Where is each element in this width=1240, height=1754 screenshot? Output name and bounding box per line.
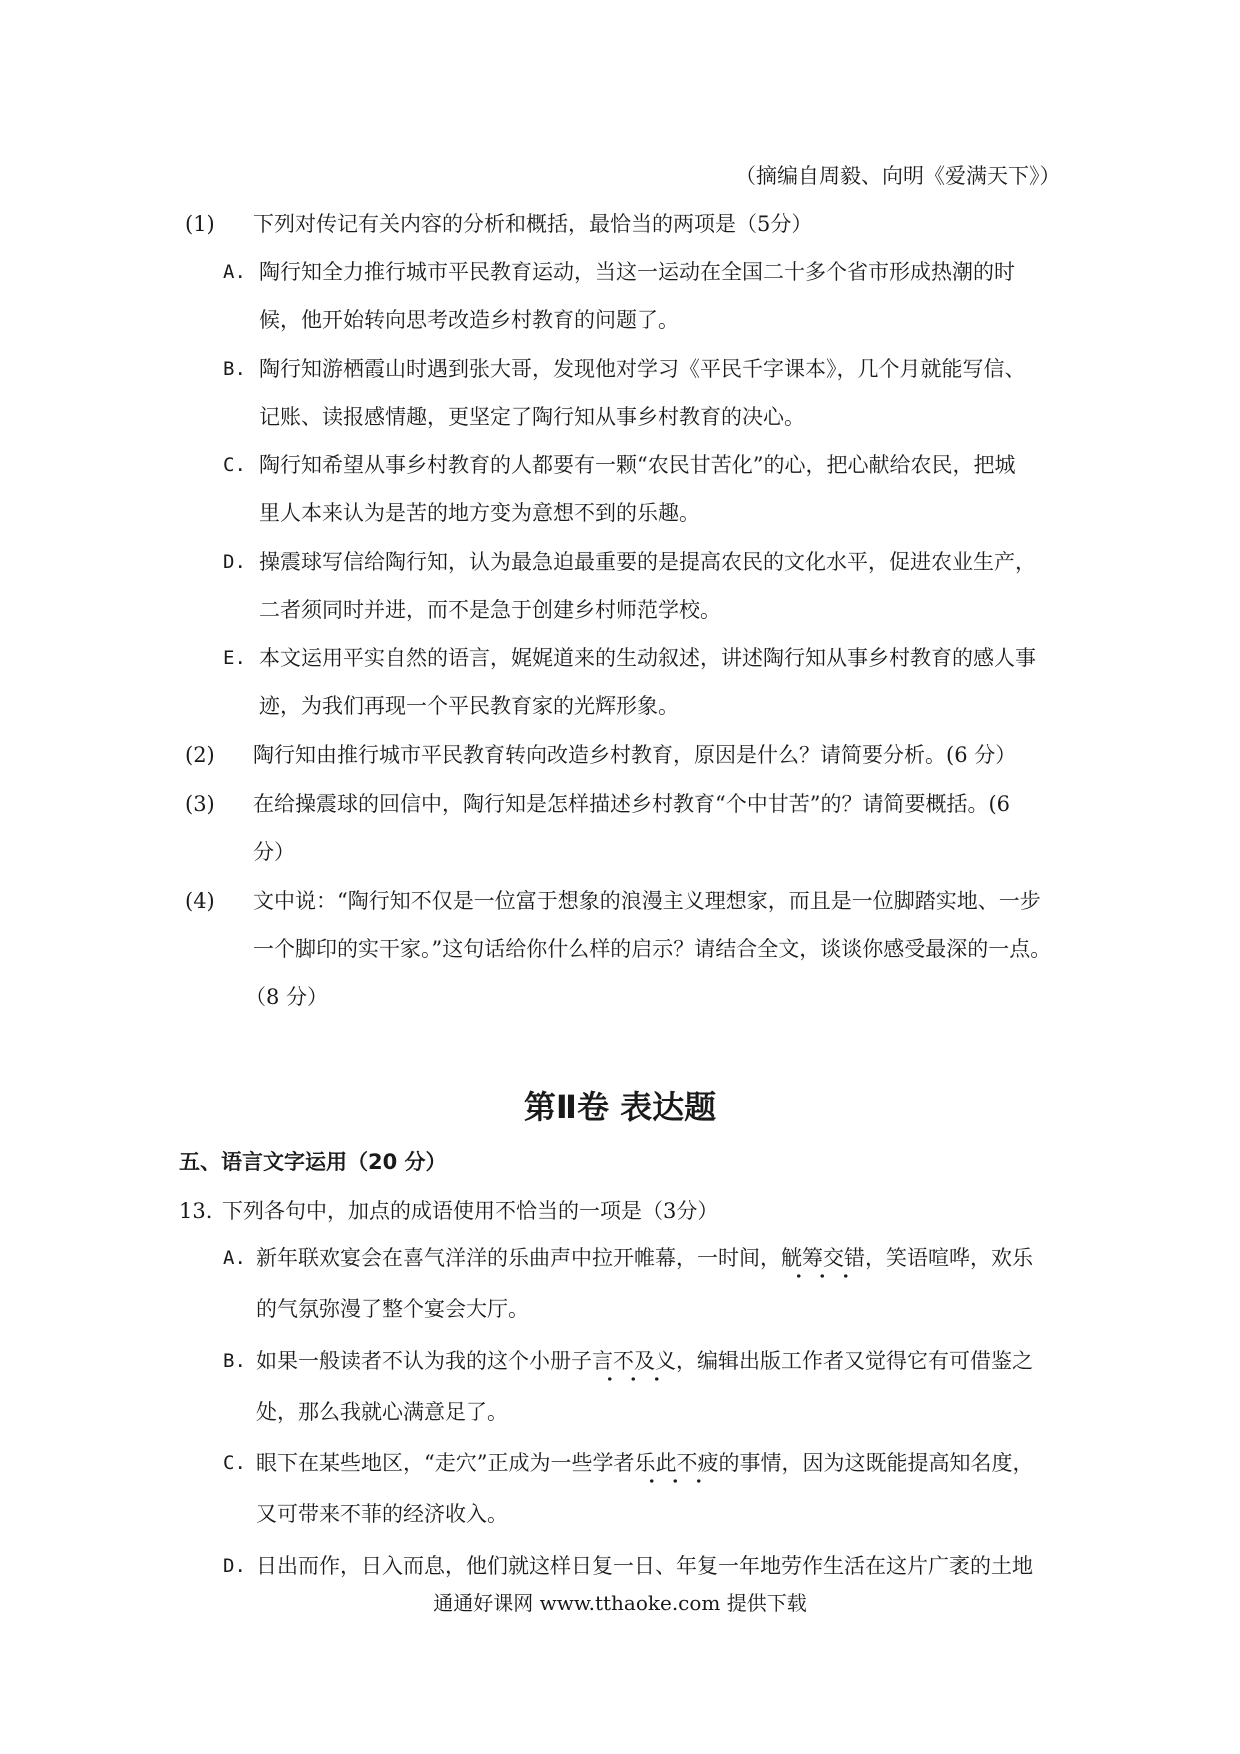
- question-text-line3: （8 分）: [245, 985, 329, 1009]
- option-text-line1: 眼下在某些地区，“走穴”正成为一些学者乐此不疲的事情，因为这既能提高知名度，: [256, 1451, 1034, 1475]
- option-letter: C.: [223, 454, 246, 476]
- option-text-line2: 二者须同时并进，而不是急于创建乡村师范学校。: [259, 598, 721, 622]
- option-text-line2: 的气氛弥漫了整个宴会大厅。: [256, 1297, 529, 1321]
- option-letter: D.: [223, 551, 246, 573]
- option-text-line1: 操震球写信给陶行知，认为最急迫最重要的是提高农民的文化水平，促进农业生产，: [259, 550, 1036, 574]
- option-text-line1: 新年联欢宴会在喜气洋洋的乐曲声中拉开帷幕，一时间，觥筹交错，笑语喧哗，欢乐: [256, 1246, 1033, 1270]
- question-text-line1: 在给操震球的回信中，陶行知是怎样描述乡村教育“个中甘苦”的？请简要概括。(6: [253, 792, 1011, 816]
- option-letter: A.: [223, 1247, 246, 1269]
- question-number: (1): [185, 212, 215, 236]
- option-letter: C.: [223, 1452, 246, 1474]
- dotted-idiom: 乐此不疲: [634, 1451, 719, 1475]
- option-text-line1: 陶行知希望从事乡村教育的人都要有一颗“农民甘苦化”的心，把心献给农民，把城: [259, 453, 1016, 477]
- question-text-line2: 一个脚印的实干家。”这句话给你什么样的启示？请结合全文，谈谈你感受最深的一点。: [253, 937, 1052, 961]
- option-text-line2: 候，他开始转向思考改造乡村教育的问题了。: [259, 308, 679, 332]
- question-text: 陶行知由推行城市平民教育转向改造乡村教育，原因是什么？请简要分析。(6 分）: [253, 743, 1017, 767]
- page-footer: 通通好课网 www.tthaoke.com 提供下载: [433, 1591, 807, 1615]
- option-text-line2: 里人本来认为是苦的地方变为意想不到的乐趣。: [259, 501, 700, 525]
- option-letter: B.: [223, 1350, 246, 1372]
- question-text: 下列各句中，加点的成语使用不恰当的一项是（3分）: [222, 1199, 719, 1223]
- option-letter: E.: [223, 647, 246, 669]
- part-heading: 五、语言文字运用（20 分）: [179, 1150, 447, 1174]
- option-text-line2: 迹，为我们再现一个平民教育家的光辉形象。: [259, 694, 679, 718]
- option-text-line2: 处，那么我就心满意足了。: [256, 1400, 508, 1424]
- section-title: 第Ⅱ卷 表达题: [523, 1088, 717, 1126]
- dotted-idiom: 言不及义: [592, 1349, 676, 1373]
- option-letter: D.: [223, 1555, 246, 1577]
- question-number: (4): [185, 889, 215, 913]
- option-letter: A.: [223, 261, 246, 283]
- option-text-line1: 陶行知全力推行城市平民教育运动，当这一运动在全国二十多个省市形成热潮的时: [259, 260, 1015, 284]
- source-citation: （摘编自周毅、向明《爱满天下》）: [735, 164, 1061, 188]
- option-text-line2: 又可带来不菲的经济收入。: [256, 1502, 508, 1526]
- question-number: 13.: [179, 1199, 213, 1223]
- option-text-line1: 本文运用平实自然的语言，娓娓道来的生动叙述，讲述陶行知从事乡村教育的感人事: [259, 646, 1036, 670]
- dotted-idiom: 觥筹交错: [781, 1246, 865, 1270]
- question-text: 下列对传记有关内容的分析和概括，最恰当的两项是（5分）: [253, 212, 813, 236]
- question-text-line1: 文中说：“陶行知不仅是一位富于想象的浪漫主义理想家，而且是一位脚踏实地、一步: [253, 889, 1041, 913]
- option-letter: B.: [223, 358, 246, 380]
- option-text-line2: 记账、读报感情趣，更坚定了陶行知从事乡村教育的决心。: [259, 405, 805, 429]
- question-number: (3): [185, 792, 215, 816]
- option-text-line1: 如果一般读者不认为我的这个小册子言不及义，编辑出版工作者又觉得它有可借鉴之: [256, 1349, 1033, 1373]
- question-number: (2): [185, 743, 215, 767]
- option-text-line1: 日出而作，日入而息，他们就这样日复一日、年复一年地劳作生活在这片广袤的土地: [256, 1554, 1033, 1578]
- option-text-line1: 陶行知游栖霞山时遇到张大哥，发现他对学习《平民千字课本》，几个月就能写信、: [259, 357, 1026, 381]
- question-text-line2: 分）: [253, 840, 295, 864]
